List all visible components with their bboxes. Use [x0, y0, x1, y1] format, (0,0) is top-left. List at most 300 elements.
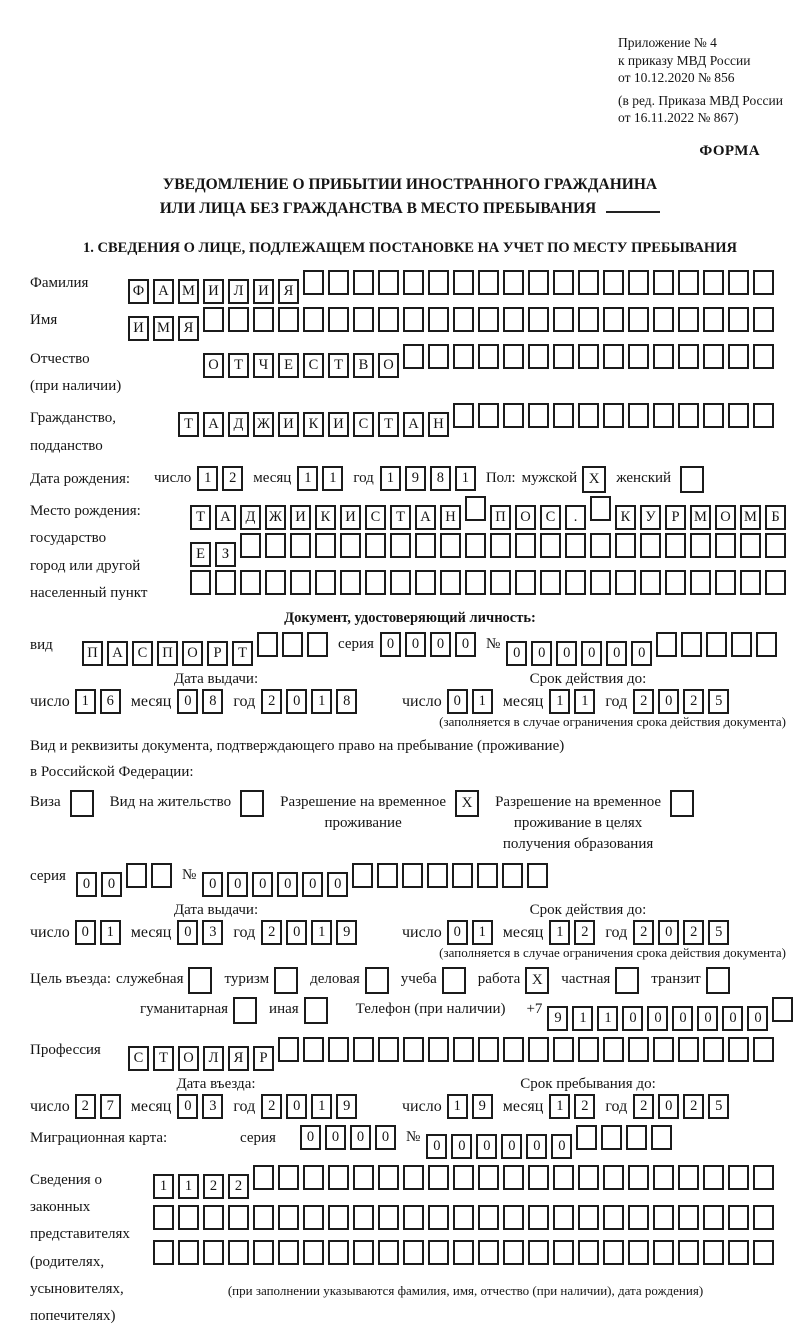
char-cell[interactable]: М — [153, 316, 174, 341]
char-cell[interactable]: 0 — [325, 1125, 346, 1150]
char-cell[interactable] — [603, 1037, 624, 1062]
char-cell[interactable]: 0 — [177, 920, 198, 945]
char-cell[interactable] — [615, 570, 636, 595]
char-cell[interactable] — [453, 1205, 474, 1230]
char-cell[interactable] — [228, 1240, 249, 1265]
male-checkbox[interactable]: X — [582, 466, 606, 493]
char-cell[interactable] — [465, 533, 486, 558]
char-cell[interactable] — [403, 1037, 424, 1062]
char-cell[interactable]: 0 — [177, 689, 198, 714]
char-cell[interactable] — [465, 496, 486, 521]
char-cell[interactable] — [353, 1205, 374, 1230]
char-cell[interactable] — [453, 1240, 474, 1265]
char-cell[interactable] — [706, 632, 727, 657]
char-cell[interactable]: П — [82, 641, 103, 666]
char-cell[interactable] — [453, 344, 474, 369]
char-cell[interactable] — [353, 1165, 374, 1190]
char-cell[interactable] — [756, 632, 777, 657]
char-cell[interactable]: 0 — [375, 1125, 396, 1150]
char-cell[interactable] — [703, 1165, 724, 1190]
char-cell[interactable] — [352, 863, 373, 888]
work-checkbox[interactable]: X — [525, 967, 549, 994]
char-cell[interactable]: . — [565, 505, 586, 530]
char-cell[interactable] — [390, 570, 411, 595]
char-cell[interactable] — [628, 403, 649, 428]
char-cell[interactable] — [328, 307, 349, 332]
char-cell[interactable] — [765, 533, 786, 558]
char-cell[interactable]: 0 — [286, 920, 307, 945]
char-cell[interactable]: 2 — [683, 920, 704, 945]
char-cell[interactable] — [653, 270, 674, 295]
char-cell[interactable]: 0 — [747, 1006, 768, 1031]
char-cell[interactable] — [428, 344, 449, 369]
char-cell[interactable]: 2 — [633, 1094, 654, 1119]
char-cell[interactable] — [603, 270, 624, 295]
char-cell[interactable]: И — [203, 279, 224, 304]
char-cell[interactable] — [731, 632, 752, 657]
char-cell[interactable] — [178, 1240, 199, 1265]
char-cell[interactable] — [603, 403, 624, 428]
char-cell[interactable] — [590, 533, 611, 558]
char-cell[interactable]: И — [340, 505, 361, 530]
char-cell[interactable] — [578, 1205, 599, 1230]
char-cell[interactable] — [378, 1037, 399, 1062]
char-cell[interactable] — [153, 1240, 174, 1265]
char-cell[interactable] — [428, 1037, 449, 1062]
char-cell[interactable]: 1 — [322, 466, 343, 491]
char-cell[interactable] — [656, 632, 677, 657]
char-cell[interactable] — [315, 533, 336, 558]
char-cell[interactable] — [403, 1205, 424, 1230]
char-cell[interactable]: И — [253, 279, 274, 304]
char-cell[interactable]: 0 — [300, 1125, 321, 1150]
char-cell[interactable] — [515, 570, 536, 595]
char-cell[interactable] — [303, 1037, 324, 1062]
char-cell[interactable]: 0 — [101, 872, 122, 897]
char-cell[interactable]: 0 — [447, 920, 468, 945]
char-cell[interactable]: Т — [390, 505, 411, 530]
char-cell[interactable]: З — [215, 542, 236, 567]
char-cell[interactable]: 0 — [227, 872, 248, 897]
char-cell[interactable] — [452, 863, 473, 888]
transit-checkbox[interactable] — [706, 967, 730, 994]
char-cell[interactable] — [278, 1240, 299, 1265]
char-cell[interactable] — [653, 1165, 674, 1190]
char-cell[interactable] — [253, 1240, 274, 1265]
tourism-checkbox[interactable] — [274, 967, 298, 994]
char-cell[interactable] — [502, 863, 523, 888]
char-cell[interactable] — [428, 1240, 449, 1265]
char-cell[interactable]: А — [215, 505, 236, 530]
char-cell[interactable] — [303, 270, 324, 295]
char-cell[interactable] — [728, 270, 749, 295]
char-cell[interactable] — [478, 344, 499, 369]
char-cell[interactable] — [528, 270, 549, 295]
char-cell[interactable] — [565, 533, 586, 558]
char-cell[interactable] — [528, 344, 549, 369]
char-cell[interactable] — [303, 1240, 324, 1265]
char-cell[interactable] — [628, 1165, 649, 1190]
char-cell[interactable]: 0 — [202, 872, 223, 897]
char-cell[interactable]: 1 — [549, 920, 570, 945]
char-cell[interactable] — [528, 1037, 549, 1062]
char-cell[interactable] — [378, 307, 399, 332]
char-cell[interactable] — [403, 1240, 424, 1265]
char-cell[interactable]: С — [128, 1046, 149, 1071]
char-cell[interactable]: А — [415, 505, 436, 530]
char-cell[interactable] — [628, 344, 649, 369]
char-cell[interactable] — [353, 1037, 374, 1062]
char-cell[interactable] — [377, 863, 398, 888]
char-cell[interactable] — [290, 570, 311, 595]
char-cell[interactable] — [353, 1240, 374, 1265]
char-cell[interactable]: 9 — [547, 1006, 568, 1031]
char-cell[interactable] — [453, 270, 474, 295]
char-cell[interactable]: 0 — [252, 872, 273, 897]
char-cell[interactable]: Ж — [253, 412, 274, 437]
char-cell[interactable] — [553, 1165, 574, 1190]
char-cell[interactable] — [428, 270, 449, 295]
char-cell[interactable]: 0 — [658, 920, 679, 945]
char-cell[interactable] — [307, 632, 328, 657]
char-cell[interactable]: Б — [765, 505, 786, 530]
char-cell[interactable]: 8 — [430, 466, 451, 491]
char-cell[interactable] — [678, 1165, 699, 1190]
char-cell[interactable] — [478, 1037, 499, 1062]
char-cell[interactable]: А — [403, 412, 424, 437]
char-cell[interactable] — [653, 403, 674, 428]
char-cell[interactable] — [403, 307, 424, 332]
char-cell[interactable]: 0 — [426, 1134, 447, 1159]
char-cell[interactable] — [403, 344, 424, 369]
char-cell[interactable]: Ф — [128, 279, 149, 304]
char-cell[interactable] — [678, 344, 699, 369]
char-cell[interactable] — [578, 270, 599, 295]
char-cell[interactable] — [615, 533, 636, 558]
char-cell[interactable] — [428, 1165, 449, 1190]
char-cell[interactable] — [740, 533, 761, 558]
char-cell[interactable]: 0 — [581, 641, 602, 666]
char-cell[interactable]: 3 — [202, 1094, 223, 1119]
char-cell[interactable] — [503, 1037, 524, 1062]
char-cell[interactable] — [603, 307, 624, 332]
char-cell[interactable] — [653, 344, 674, 369]
char-cell[interactable]: 1 — [311, 1094, 332, 1119]
char-cell[interactable]: 1 — [597, 1006, 618, 1031]
char-cell[interactable] — [402, 863, 423, 888]
char-cell[interactable] — [503, 307, 524, 332]
char-cell[interactable] — [553, 307, 574, 332]
char-cell[interactable]: Д — [240, 505, 261, 530]
char-cell[interactable] — [601, 1125, 622, 1150]
education-residence-checkbox[interactable] — [670, 790, 694, 817]
char-cell[interactable]: В — [353, 353, 374, 378]
char-cell[interactable] — [765, 570, 786, 595]
official-purpose-checkbox[interactable] — [188, 967, 212, 994]
char-cell[interactable]: С — [303, 353, 324, 378]
char-cell[interactable]: 1 — [197, 466, 218, 491]
char-cell[interactable] — [378, 1165, 399, 1190]
char-cell[interactable]: 0 — [286, 689, 307, 714]
char-cell[interactable] — [257, 632, 278, 657]
char-cell[interactable]: 1 — [472, 689, 493, 714]
char-cell[interactable] — [753, 307, 774, 332]
char-cell[interactable]: О — [715, 505, 736, 530]
char-cell[interactable] — [565, 570, 586, 595]
char-cell[interactable] — [353, 307, 374, 332]
char-cell[interactable] — [428, 1205, 449, 1230]
char-cell[interactable]: 2 — [574, 920, 595, 945]
char-cell[interactable] — [190, 570, 211, 595]
char-cell[interactable] — [728, 403, 749, 428]
char-cell[interactable]: 2 — [574, 1094, 595, 1119]
char-cell[interactable]: Н — [440, 505, 461, 530]
char-cell[interactable] — [203, 1205, 224, 1230]
char-cell[interactable] — [503, 1240, 524, 1265]
char-cell[interactable]: 1 — [178, 1174, 199, 1199]
char-cell[interactable]: 5 — [708, 689, 729, 714]
char-cell[interactable] — [728, 307, 749, 332]
residence-permit-checkbox[interactable] — [240, 790, 264, 817]
char-cell[interactable] — [253, 307, 274, 332]
char-cell[interactable]: 1 — [549, 689, 570, 714]
char-cell[interactable]: Т — [228, 353, 249, 378]
char-cell[interactable] — [553, 1240, 574, 1265]
char-cell[interactable]: Т — [190, 505, 211, 530]
char-cell[interactable]: А — [107, 641, 128, 666]
char-cell[interactable] — [315, 570, 336, 595]
char-cell[interactable]: О — [182, 641, 203, 666]
char-cell[interactable] — [728, 1240, 749, 1265]
char-cell[interactable] — [378, 270, 399, 295]
char-cell[interactable] — [465, 570, 486, 595]
char-cell[interactable] — [126, 863, 147, 888]
char-cell[interactable]: 0 — [286, 1094, 307, 1119]
char-cell[interactable]: 0 — [606, 641, 627, 666]
char-cell[interactable]: О — [515, 505, 536, 530]
char-cell[interactable]: 1 — [447, 1094, 468, 1119]
char-cell[interactable] — [728, 1165, 749, 1190]
char-cell[interactable] — [715, 570, 736, 595]
char-cell[interactable] — [503, 344, 524, 369]
char-cell[interactable] — [653, 1205, 674, 1230]
char-cell[interactable] — [703, 270, 724, 295]
char-cell[interactable]: 0 — [302, 872, 323, 897]
char-cell[interactable]: 0 — [380, 632, 401, 657]
char-cell[interactable] — [478, 1165, 499, 1190]
char-cell[interactable] — [328, 1205, 349, 1230]
char-cell[interactable] — [477, 863, 498, 888]
char-cell[interactable]: О — [203, 353, 224, 378]
visa-checkbox[interactable] — [70, 790, 94, 817]
char-cell[interactable]: Я — [278, 279, 299, 304]
char-cell[interactable] — [353, 270, 374, 295]
char-cell[interactable] — [427, 863, 448, 888]
char-cell[interactable] — [328, 1240, 349, 1265]
char-cell[interactable]: Е — [190, 542, 211, 567]
char-cell[interactable] — [651, 1125, 672, 1150]
char-cell[interactable]: 2 — [261, 920, 282, 945]
char-cell[interactable]: 2 — [633, 689, 654, 714]
business-checkbox[interactable] — [365, 967, 389, 994]
char-cell[interactable] — [365, 570, 386, 595]
char-cell[interactable]: 0 — [75, 920, 96, 945]
char-cell[interactable] — [681, 632, 702, 657]
char-cell[interactable]: 1 — [311, 689, 332, 714]
char-cell[interactable]: 2 — [261, 1094, 282, 1119]
char-cell[interactable]: 2 — [633, 920, 654, 945]
char-cell[interactable] — [253, 1165, 274, 1190]
char-cell[interactable]: Р — [665, 505, 686, 530]
char-cell[interactable] — [590, 496, 611, 521]
char-cell[interactable] — [553, 270, 574, 295]
char-cell[interactable] — [703, 1240, 724, 1265]
char-cell[interactable]: 9 — [336, 920, 357, 945]
char-cell[interactable] — [403, 1165, 424, 1190]
char-cell[interactable]: У — [640, 505, 661, 530]
char-cell[interactable] — [403, 270, 424, 295]
char-cell[interactable]: 2 — [75, 1094, 96, 1119]
char-cell[interactable] — [753, 270, 774, 295]
char-cell[interactable]: И — [328, 412, 349, 437]
char-cell[interactable]: А — [203, 412, 224, 437]
char-cell[interactable] — [515, 533, 536, 558]
char-cell[interactable]: С — [365, 505, 386, 530]
char-cell[interactable] — [628, 1205, 649, 1230]
char-cell[interactable] — [390, 533, 411, 558]
char-cell[interactable] — [703, 307, 724, 332]
char-cell[interactable] — [653, 1240, 674, 1265]
char-cell[interactable]: 6 — [100, 689, 121, 714]
char-cell[interactable]: 1 — [297, 466, 318, 491]
char-cell[interactable]: Е — [278, 353, 299, 378]
char-cell[interactable]: М — [178, 279, 199, 304]
char-cell[interactable] — [753, 1037, 774, 1062]
char-cell[interactable] — [503, 270, 524, 295]
char-cell[interactable] — [528, 1165, 549, 1190]
char-cell[interactable]: 0 — [447, 689, 468, 714]
char-cell[interactable] — [628, 1037, 649, 1062]
char-cell[interactable] — [453, 1165, 474, 1190]
char-cell[interactable]: 0 — [455, 632, 476, 657]
char-cell[interactable] — [340, 533, 361, 558]
char-cell[interactable] — [328, 1165, 349, 1190]
char-cell[interactable] — [553, 1205, 574, 1230]
char-cell[interactable]: С — [353, 412, 374, 437]
char-cell[interactable]: Л — [203, 1046, 224, 1071]
char-cell[interactable]: 1 — [574, 689, 595, 714]
char-cell[interactable] — [290, 533, 311, 558]
char-cell[interactable] — [753, 1240, 774, 1265]
char-cell[interactable]: Ч — [253, 353, 274, 378]
char-cell[interactable]: И — [278, 412, 299, 437]
char-cell[interactable] — [590, 570, 611, 595]
char-cell[interactable] — [678, 1205, 699, 1230]
char-cell[interactable] — [453, 403, 474, 428]
char-cell[interactable] — [278, 307, 299, 332]
char-cell[interactable] — [576, 1125, 597, 1150]
char-cell[interactable]: Р — [207, 641, 228, 666]
char-cell[interactable]: И — [128, 316, 149, 341]
char-cell[interactable]: 1 — [380, 466, 401, 491]
char-cell[interactable] — [678, 307, 699, 332]
char-cell[interactable]: Т — [328, 353, 349, 378]
char-cell[interactable] — [278, 1165, 299, 1190]
char-cell[interactable] — [553, 1037, 574, 1062]
char-cell[interactable] — [578, 1165, 599, 1190]
char-cell[interactable] — [653, 307, 674, 332]
char-cell[interactable]: 1 — [100, 920, 121, 945]
char-cell[interactable]: 0 — [476, 1134, 497, 1159]
study-checkbox[interactable] — [442, 967, 466, 994]
char-cell[interactable] — [690, 570, 711, 595]
char-cell[interactable]: 0 — [350, 1125, 371, 1150]
char-cell[interactable] — [703, 344, 724, 369]
char-cell[interactable] — [415, 533, 436, 558]
char-cell[interactable] — [678, 1037, 699, 1062]
char-cell[interactable]: 0 — [405, 632, 426, 657]
char-cell[interactable]: Т — [378, 412, 399, 437]
char-cell[interactable]: Т — [232, 641, 253, 666]
char-cell[interactable]: 3 — [202, 920, 223, 945]
char-cell[interactable] — [240, 533, 261, 558]
char-cell[interactable] — [440, 570, 461, 595]
char-cell[interactable]: 0 — [177, 1094, 198, 1119]
char-cell[interactable]: С — [132, 641, 153, 666]
char-cell[interactable] — [740, 570, 761, 595]
char-cell[interactable] — [678, 270, 699, 295]
char-cell[interactable]: Д — [228, 412, 249, 437]
char-cell[interactable]: О — [178, 1046, 199, 1071]
char-cell[interactable]: С — [540, 505, 561, 530]
char-cell[interactable] — [303, 1205, 324, 1230]
char-cell[interactable] — [665, 570, 686, 595]
char-cell[interactable] — [303, 1165, 324, 1190]
char-cell[interactable]: 0 — [672, 1006, 693, 1031]
char-cell[interactable]: 0 — [76, 872, 97, 897]
char-cell[interactable]: 0 — [531, 641, 552, 666]
char-cell[interactable] — [728, 1037, 749, 1062]
char-cell[interactable]: 0 — [430, 632, 451, 657]
char-cell[interactable] — [527, 863, 548, 888]
char-cell[interactable]: И — [290, 505, 311, 530]
char-cell[interactable] — [203, 307, 224, 332]
char-cell[interactable] — [678, 403, 699, 428]
char-cell[interactable]: 1 — [153, 1174, 174, 1199]
char-cell[interactable]: П — [157, 641, 178, 666]
char-cell[interactable]: О — [378, 353, 399, 378]
char-cell[interactable] — [153, 1205, 174, 1230]
female-checkbox[interactable] — [680, 466, 704, 493]
char-cell[interactable] — [678, 1240, 699, 1265]
char-cell[interactable]: Т — [153, 1046, 174, 1071]
char-cell[interactable] — [378, 1240, 399, 1265]
char-cell[interactable] — [703, 403, 724, 428]
char-cell[interactable]: 8 — [336, 689, 357, 714]
char-cell[interactable] — [278, 1037, 299, 1062]
char-cell[interactable]: 2 — [261, 689, 282, 714]
char-cell[interactable]: 1 — [549, 1094, 570, 1119]
char-cell[interactable] — [478, 1240, 499, 1265]
char-cell[interactable]: К — [615, 505, 636, 530]
char-cell[interactable]: 0 — [631, 641, 652, 666]
char-cell[interactable] — [540, 533, 561, 558]
char-cell[interactable] — [503, 1205, 524, 1230]
char-cell[interactable] — [151, 863, 172, 888]
char-cell[interactable]: 2 — [203, 1174, 224, 1199]
char-cell[interactable]: К — [303, 412, 324, 437]
char-cell[interactable] — [578, 307, 599, 332]
